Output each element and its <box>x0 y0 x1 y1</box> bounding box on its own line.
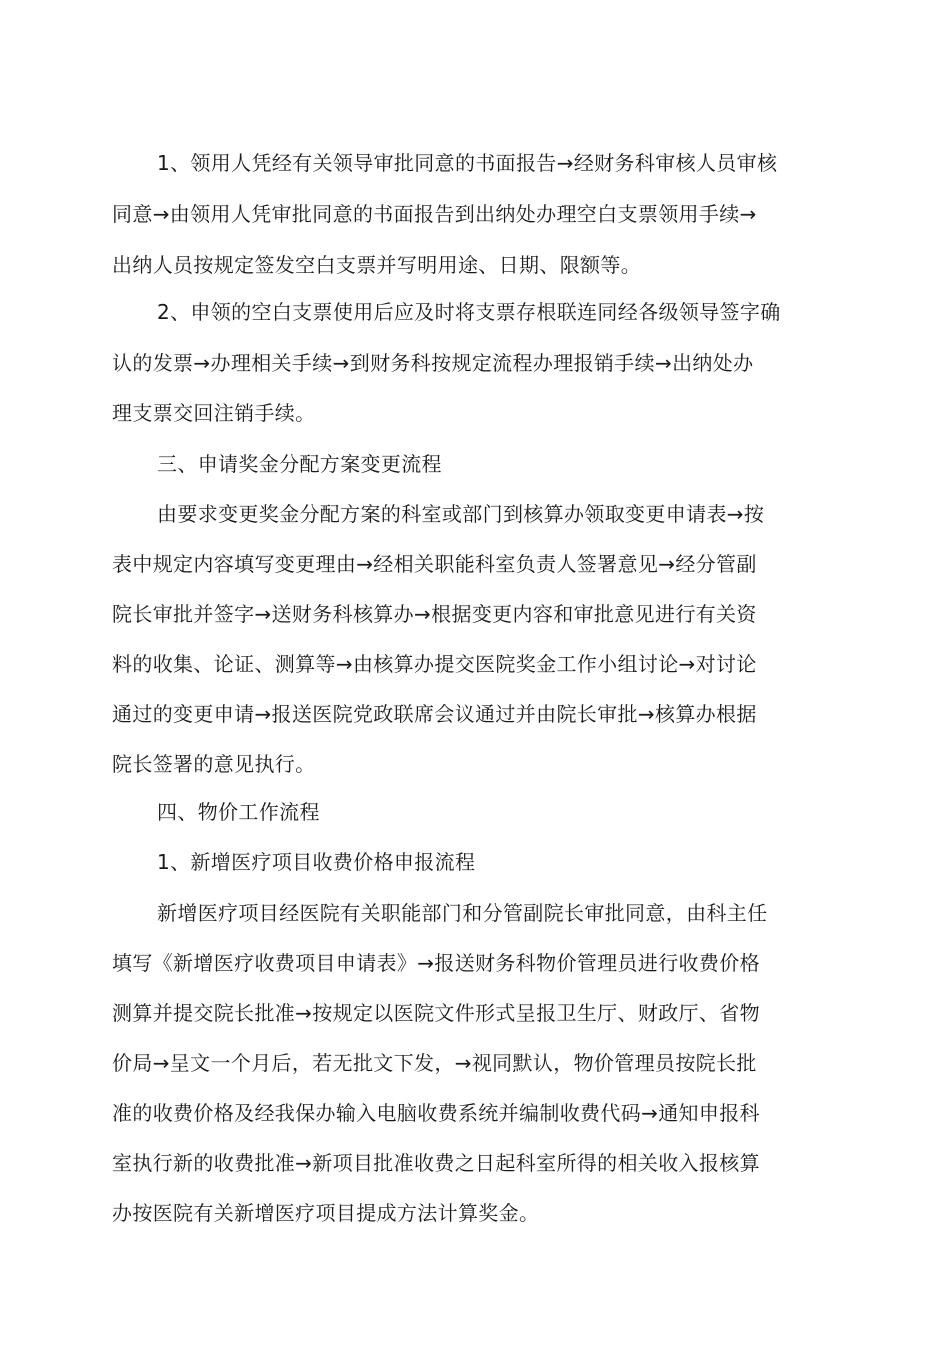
text-line-6: 理支票交回注销手续。 <box>112 401 316 425</box>
text-line-12: 通过的变更申请→报送医院党政联席会议通过并由院长审批→核算办根据 <box>112 702 757 726</box>
text-line-20: 准的收费价格及经我保办输入电脑收费系统并编制收费代码→通知申报科 <box>112 1101 760 1125</box>
text-line-19: 价局→呈文一个月后，若无批文下发，→视同默认，物价管理员按院长批 <box>112 1051 757 1075</box>
text-line-4: 2、申领的空白支票使用后应及时将支票存根联连同经各级领导签字确 <box>157 300 781 324</box>
text-line-9: 表中规定内容填写变更理由→经相关职能科室负责人签署意见→经分管副 <box>112 552 757 576</box>
subsection-heading: 1、新增医疗项目收费价格申报流程 <box>157 850 476 874</box>
text-line-18: 测算并提交院长批准→按规定以医院文件形式呈报卫生厅、财政厅、省物 <box>112 1001 760 1025</box>
text-line-17: 填写《新增医疗收费项目申请表》→报送财务科物价管理员进行收费价格 <box>112 951 760 975</box>
text-line-2: 同意→由领用人凭审批同意的书面报告到出纳处办理空白支票领用手续→ <box>112 202 757 226</box>
text-line-21: 室执行新的收费批准→新项目批准收费之日起科室所得的相关收入报核算 <box>112 1151 760 1175</box>
section-heading-4: 四、物价工作流程 <box>157 800 320 824</box>
text-line-1: 1、领用人凭经有关领导审批同意的书面报告→经财务科审核人员审核 <box>157 151 778 175</box>
text-line-8: 由要求变更奖金分配方案的科室或部门到核算办领取变更申请表→按 <box>157 502 765 526</box>
text-line-11: 料的收集、论证、测算等→由核算办提交医院奖金工作小组讨论→对讨论 <box>112 652 757 676</box>
text-line-3: 出纳人员按规定签发空白支票并写明用途、日期、限额等。 <box>112 253 642 277</box>
text-line-10: 院长审批并签字→送财务科核算办→根据变更内容和审批意见进行有关资 <box>112 602 757 626</box>
section-heading-3: 三、申请奖金分配方案变更流程 <box>157 452 442 476</box>
text-line-16: 新增医疗项目经医院有关职能部门和分管副院长审批同意，由科主任 <box>157 901 768 925</box>
text-line-22: 办按医院有关新增医疗项目提成方法计算奖金。 <box>112 1201 540 1225</box>
text-line-5: 认的发票→办理相关手续→到财务科按规定流程办理报销手续→出纳处办 <box>112 351 754 375</box>
text-line-13: 院长签署的意见执行。 <box>112 752 316 776</box>
